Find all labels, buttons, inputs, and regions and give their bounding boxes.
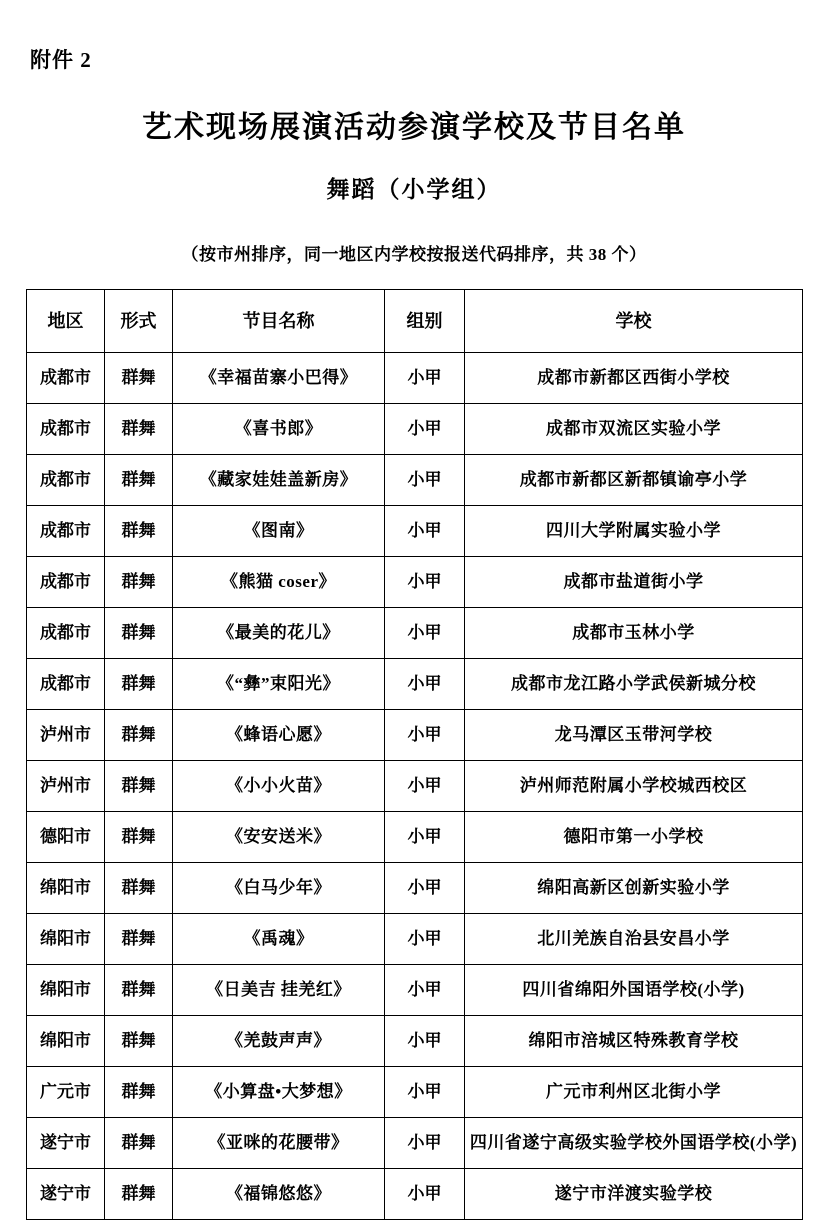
- cell-region: 泸州市: [27, 761, 105, 812]
- cell-form: 群舞: [105, 557, 173, 608]
- cell-region: 成都市: [27, 404, 105, 455]
- table-row: [27, 1118, 803, 1169]
- table-row: [27, 965, 803, 1016]
- cell-program: 《福锦悠悠》: [173, 1169, 385, 1220]
- cell-group: 小甲: [385, 710, 465, 761]
- cell-region: 成都市: [27, 608, 105, 659]
- cell-program: 《日美吉 挂羌红》: [173, 965, 385, 1016]
- cell-program: 《小小火苗》: [173, 761, 385, 812]
- table-header-row: [27, 290, 803, 353]
- cell-region: 绵阳市: [27, 863, 105, 914]
- table-row: [27, 812, 803, 863]
- cell-program: 《亚咪的花腰带》: [173, 1118, 385, 1169]
- cell-region: 泸州市: [27, 710, 105, 761]
- cell-region: 遂宁市: [27, 1118, 105, 1169]
- cell-program: 《安安送米》: [173, 812, 385, 863]
- cell-school: 成都市盐道街小学: [465, 557, 803, 608]
- table-row: [27, 1169, 803, 1220]
- cell-form: 群舞: [105, 812, 173, 863]
- cell-region: 成都市: [27, 506, 105, 557]
- cell-program: 《蜂语心愿》: [173, 710, 385, 761]
- page-title: 艺术现场展演活动参演学校及节目名单: [142, 111, 686, 144]
- cell-group: 小甲: [385, 557, 465, 608]
- cell-form: 群舞: [105, 455, 173, 506]
- cell-program: 《禹魂》: [173, 914, 385, 965]
- cell-school: 成都市玉林小学: [465, 608, 803, 659]
- cell-school: 德阳市第一小学校: [465, 812, 803, 863]
- cell-school: 龙马潭区玉带河学校: [465, 710, 803, 761]
- cell-region: 成都市: [27, 659, 105, 710]
- table-row: [27, 557, 803, 608]
- cell-program: 《白马少年》: [173, 863, 385, 914]
- cell-program: 《小算盘•大梦想》: [173, 1067, 385, 1118]
- table-row: [27, 404, 803, 455]
- table-row: [27, 659, 803, 710]
- column-header-region: 地区: [27, 290, 105, 353]
- cell-region: 成都市: [27, 557, 105, 608]
- cell-form: 群舞: [105, 608, 173, 659]
- cell-group: 小甲: [385, 404, 465, 455]
- cell-program: 《最美的花儿》: [173, 608, 385, 659]
- table-row: [27, 455, 803, 506]
- sorting-note: （按市州排序，同一地区内学校按报送代码排序，共 38 个）: [181, 245, 647, 264]
- cell-form: 群舞: [105, 710, 173, 761]
- cell-group: 小甲: [385, 1169, 465, 1220]
- cell-school: 四川大学附属实验小学: [465, 506, 803, 557]
- cell-form: 群舞: [105, 1169, 173, 1220]
- cell-region: 遂宁市: [27, 1169, 105, 1220]
- cell-form: 群舞: [105, 1118, 173, 1169]
- cell-program: 《熊猫 coser》: [173, 557, 385, 608]
- cell-form: 群舞: [105, 914, 173, 965]
- table-row: [27, 1016, 803, 1067]
- cell-group: 小甲: [385, 506, 465, 557]
- cell-school: 成都市新都区新都镇谕亭小学: [465, 455, 803, 506]
- cell-group: 小甲: [385, 455, 465, 506]
- cell-form: 群舞: [105, 353, 173, 404]
- table-row: [27, 710, 803, 761]
- column-header-form: 形式: [105, 290, 173, 353]
- cell-region: 绵阳市: [27, 965, 105, 1016]
- cell-group: 小甲: [385, 1067, 465, 1118]
- cell-form: 群舞: [105, 1067, 173, 1118]
- cell-region: 绵阳市: [27, 914, 105, 965]
- cell-region: 成都市: [27, 353, 105, 404]
- cell-form: 群舞: [105, 1016, 173, 1067]
- page-subtitle: 舞蹈（小学组）: [326, 177, 502, 202]
- cell-school: 成都市双流区实验小学: [465, 404, 803, 455]
- table-row: [27, 914, 803, 965]
- cell-school: 成都市龙江路小学武侯新城分校: [465, 659, 803, 710]
- cell-group: 小甲: [385, 659, 465, 710]
- cell-region: 广元市: [27, 1067, 105, 1118]
- table-header: [27, 290, 803, 353]
- cell-group: 小甲: [385, 608, 465, 659]
- column-header-school: 学校: [465, 290, 803, 353]
- cell-program: 《喜书郎》: [173, 404, 385, 455]
- table-body: [27, 353, 803, 1220]
- cell-program: 《藏家娃娃盖新房》: [173, 455, 385, 506]
- cell-form: 群舞: [105, 965, 173, 1016]
- cell-group: 小甲: [385, 812, 465, 863]
- cell-region: 成都市: [27, 455, 105, 506]
- cell-program: 《图南》: [173, 506, 385, 557]
- cell-group: 小甲: [385, 1118, 465, 1169]
- table-row: [27, 506, 803, 557]
- cell-form: 群舞: [105, 404, 173, 455]
- program-table: [26, 289, 803, 1220]
- cell-region: 德阳市: [27, 812, 105, 863]
- cell-school: 泸州师范附属小学校城西校区: [465, 761, 803, 812]
- column-header-program: 节目名称: [173, 290, 385, 353]
- cell-program: 《羌鼓声声》: [173, 1016, 385, 1067]
- cell-group: 小甲: [385, 1016, 465, 1067]
- cell-group: 小甲: [385, 761, 465, 812]
- attachment-label: 附件 2: [30, 48, 92, 72]
- cell-school: 绵阳市涪城区特殊教育学校: [465, 1016, 803, 1067]
- column-header-group: 组别: [385, 290, 465, 353]
- cell-school: 遂宁市洋渡实验学校: [465, 1169, 803, 1220]
- cell-form: 群舞: [105, 863, 173, 914]
- cell-group: 小甲: [385, 914, 465, 965]
- cell-school: 四川省遂宁高级实验学校外国语学校(小学): [465, 1118, 803, 1169]
- cell-group: 小甲: [385, 965, 465, 1016]
- cell-form: 群舞: [105, 761, 173, 812]
- cell-form: 群舞: [105, 659, 173, 710]
- table-row: [27, 608, 803, 659]
- table-row: [27, 1067, 803, 1118]
- cell-program: 《“彝”束阳光》: [173, 659, 385, 710]
- cell-group: 小甲: [385, 353, 465, 404]
- cell-program: 《幸福苗寨小巴得》: [173, 353, 385, 404]
- cell-school: 绵阳高新区创新实验小学: [465, 863, 803, 914]
- cell-region: 绵阳市: [27, 1016, 105, 1067]
- cell-school: 北川羌族自治县安昌小学: [465, 914, 803, 965]
- cell-school: 四川省绵阳外国语学校(小学): [465, 965, 803, 1016]
- table-row: [27, 863, 803, 914]
- table-row: [27, 353, 803, 404]
- table-row: [27, 761, 803, 812]
- cell-form: 群舞: [105, 506, 173, 557]
- cell-school: 成都市新都区西街小学校: [465, 353, 803, 404]
- cell-group: 小甲: [385, 863, 465, 914]
- cell-school: 广元市利州区北街小学: [465, 1067, 803, 1118]
